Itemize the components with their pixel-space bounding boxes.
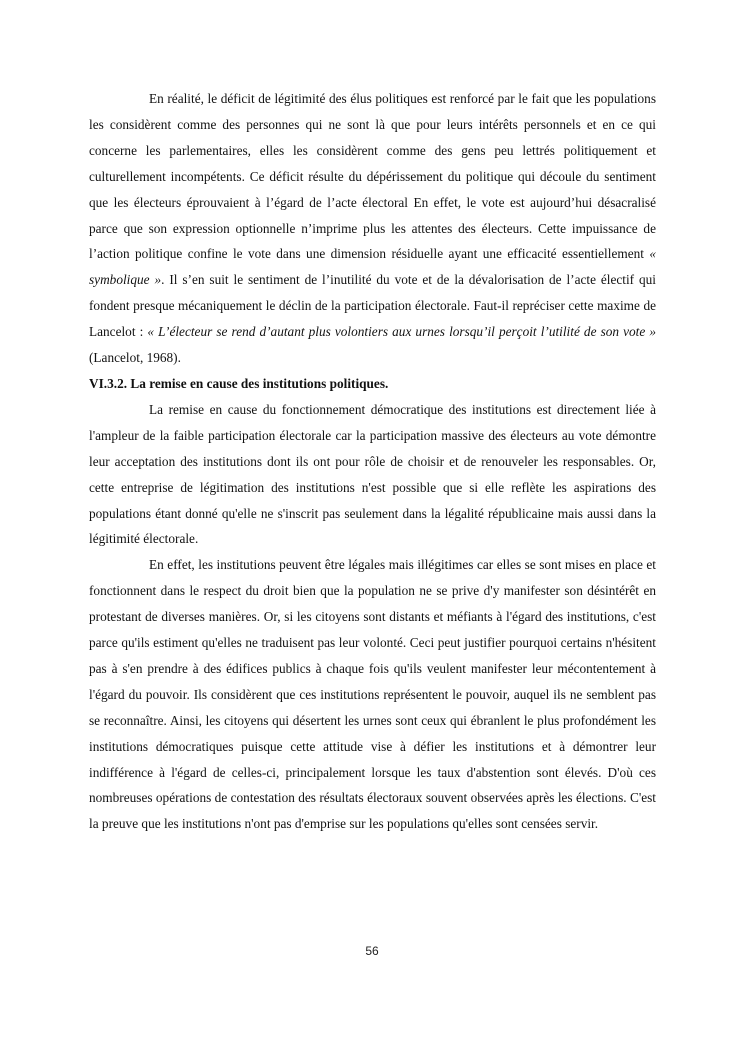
paragraph-legal-but-illegitimate: En effet, les institutions peuvent être légales mais illégitimes car elles se sont mises en place et fonctionnent dans le respect du droit bien que la population ne se prive d'y manifester son désintérêt en protestant de diverses manières. Or, si les citoyens sont distants et méfiants à l'égard des institutions, c'est parce qu'ils estiment qu'elles ne traduisent pas leur volonté. Ceci peut justifier pourquoi certains n'hésitent pas à s'en prendre à des édifices publics à chaque fois qu'ils veulent manifester leur mécontentement à l'égard du pouvoir. Ils considèrent que ces institutions représentent le pouvoir, auquel ils ne semblent pas se reconnaître. Ainsi, les citoyens qui désertent les urnes sont ceux qui ébranlent le plus profondément les institutions démocratiques puisque cette attitude vise à défier les institutions et à démontrer leur indifférence à l'égard de celles-ci, principalement lorsque les taux d'abstention sont élevés. D'où ces nombreuses opérations de contestation des résultats électoraux souvent observées après les élections. C'est la preuve que les institutions n'ont pas d'emprise sur les populations qu'elles sont censées servir. [89, 557, 656, 832]
lancelot-quote: « L’électeur se rend d’autant plus volontiers aux urnes lorsqu’il perçoit l’utilité de son vote » [147, 324, 657, 340]
section-heading: VI.3.2. La remise en cause des institutions politiques. [89, 375, 389, 391]
lancelot-citation: (Lancelot, 1968). [89, 350, 181, 366]
page-number: 56 [365, 944, 379, 958]
paragraph-institutions-questioned: La remise en cause du fonctionnement démocratique des institutions est directement liée à l'ampleur de la faible participation électorale car la participation massive des électeurs au vote démontre leur acceptation des institutions dont ils ont pour rôle de choisir et de renouveler les responsables. Or, cette entreprise de légitimation des institutions n'est possible que si elle reflète les aspirations des populations étant donné qu'elle ne s'inscrit pas seulement dans la légalité républicaine mais aussi dans la légitimité électorale. [89, 401, 656, 547]
symbolique-emphasis: « symbolique » [89, 246, 656, 288]
paragraph-1-text-a: En réalité, le déficit de légitimité des élus politiques est renforcé par le fait que les populations les considèrent comme des personnes qui ne sont là que pour leurs intérêts personnels et en ce qui concerne les parlementaires, elles les considèrent comme des gens peu lettrés politiquement et culturellement incompétents. Ce déficit résulte du dépérissement du politique qui découle du sentiment que les électeurs éprouvaient à l’égard de l’acte électoral En effet, le vote est aujourd’hui désacralisé parce que son expression optionnelle n’imprime plus les attentes des électeurs. Cette impuissance de l’action politique confine le vote dans une dimension résiduelle ayant une efficacité essentiellement [89, 91, 656, 262]
paragraph-legitimacy-deficit [89, 86, 656, 371]
paragraph-1-text-b: . Il s’en suit le sentiment de l’inutilité du vote et de la dévalorisation de l’acte électif qui fondent presque mécaniquement le déclin de la participation électorale. Faut-il repréciser cette maxime de Lancelot : [89, 272, 656, 340]
document-page [89, 86, 656, 837]
